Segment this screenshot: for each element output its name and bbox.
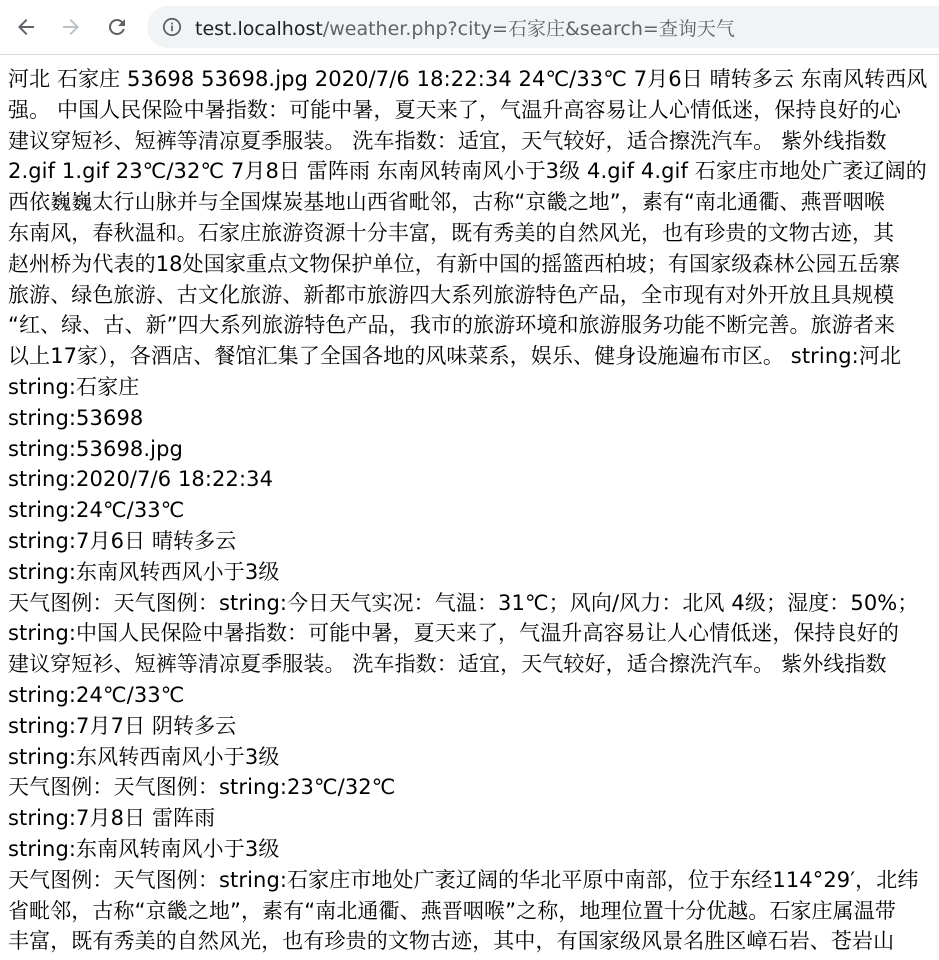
text-line: “红、绿、古、新”四大系列旅游特色产品，我市的旅游环境和旅游服务功能不断完善。旅游者来 xyxy=(8,313,896,338)
text-line: string:2020/7/6 18:22:34 xyxy=(8,467,274,492)
text-line: 强。 中国人民保险中暑指数：可能中暑，夏天来了，气温升高容易让人心情低迷，保持良好的心 xyxy=(8,97,901,122)
text-line: 建议穿短衫、短裤等清凉夏季服装。 洗车指数：适宜，天气较好，适合擦洗汽车。 紫外线指数 xyxy=(8,128,887,153)
text-line: 天气图例：天气图例：string:23℃/32℃ xyxy=(8,775,396,800)
arrow-right-icon xyxy=(59,15,83,39)
text-line: 西依巍巍太行山脉并与全国煤炭基地山西省毗邻，古称“京畿之地”，素有“南北通衢、燕晋咽喉 xyxy=(8,190,885,215)
reload-button[interactable] xyxy=(98,8,136,46)
text-line: 天气图例：天气图例：string:今日天气实况：气温：31℃；风向/风力：北风 4级；湿度：50%； xyxy=(8,590,919,615)
text-line: 建议穿短衫、短裤等清凉夏季服装。 洗车指数：适宜，天气较好，适合擦洗汽车。 紫外线指数 xyxy=(8,652,887,677)
text-line: string:东南风转西风小于3级 xyxy=(8,559,280,584)
text-line: string:东南风转南风小于3级 xyxy=(8,836,280,861)
url-text[interactable] xyxy=(195,14,735,41)
forward-button[interactable] xyxy=(52,8,90,46)
url-path: /weather.php?city=石家庄&search=查询天气 xyxy=(322,17,735,40)
text-line: string:东风转西南风小于3级 xyxy=(8,744,280,769)
text-line: 河北 石家庄 53698 53698.jpg 2020/7/6 18:22:34 24℃/33℃ 7月6日 晴转多云 东南风转西风 xyxy=(8,67,928,91)
text-line: string:53698.jpg xyxy=(8,436,183,461)
text-line: string:中国人民保险中暑指数：可能中暑，夏天来了，气温升高容易让人心情低迷，保持良好的 xyxy=(8,621,899,646)
text-line: 以上17家），各酒店、餐馆汇集了全国各地的风味菜系，娱乐、健身设施遍布市区。 string:河北 xyxy=(8,344,902,369)
info-circle-icon[interactable] xyxy=(161,16,183,38)
text-line: 东南风，春秋温和。石家庄旅游资源十分丰富，既有秀美的自然风光，也有珍贵的文物古迹，其 xyxy=(8,220,895,245)
text-line: string:24℃/33℃ xyxy=(8,498,185,523)
text-line: 天气图例：天气图例：string:石家庄市地处广袤辽阔的华北平原中南部，位于东经114°29′，北纬 xyxy=(8,867,919,892)
text-line: 省毗邻，古称“京畿之地”，素有“南北通衢、燕晋咽喉”之称，地理位置十分优越。石家庄属温带 xyxy=(8,898,896,923)
url-host: test.localhost xyxy=(195,17,323,40)
text-line: string:石家庄 xyxy=(8,374,140,399)
text-line: 2.gif 1.gif 23℃/32℃ 7月8日 雷阵雨 东南风转南风小于3级 4.gif 4.gif 石家庄市地处广袤辽阔的 xyxy=(8,159,927,184)
text-line: 赵州桥为代表的18处国家重点文物保护单位，有新中国的摇篮西柏坡；有国家级森林公园五岳寨 xyxy=(8,251,901,276)
text-line: 旅游、绿色旅游、古文化旅游、新都市旅游四大系列旅游特色产品，全市现有对外开放且具规模 xyxy=(8,282,895,307)
browser-toolbar xyxy=(0,0,939,55)
text-line: string:7月6日 晴转多云 xyxy=(8,528,237,553)
text-line: string:53698 xyxy=(8,405,144,430)
text-line: string:7月8日 雷阵雨 xyxy=(8,806,216,831)
text-line: string:24℃/33℃ xyxy=(8,682,185,707)
reload-icon xyxy=(105,15,129,39)
back-button[interactable] xyxy=(7,8,45,46)
address-bar[interactable] xyxy=(147,6,939,48)
text-line: 丰富，既有秀美的自然风光，也有珍贵的文物古迹，其中，有国家级风景名胜区嶂石岩、苍岩山 xyxy=(8,929,895,954)
text-line: string:7月7日 阴转多云 xyxy=(8,713,237,738)
page-content xyxy=(8,64,939,960)
arrow-left-icon xyxy=(14,15,38,39)
